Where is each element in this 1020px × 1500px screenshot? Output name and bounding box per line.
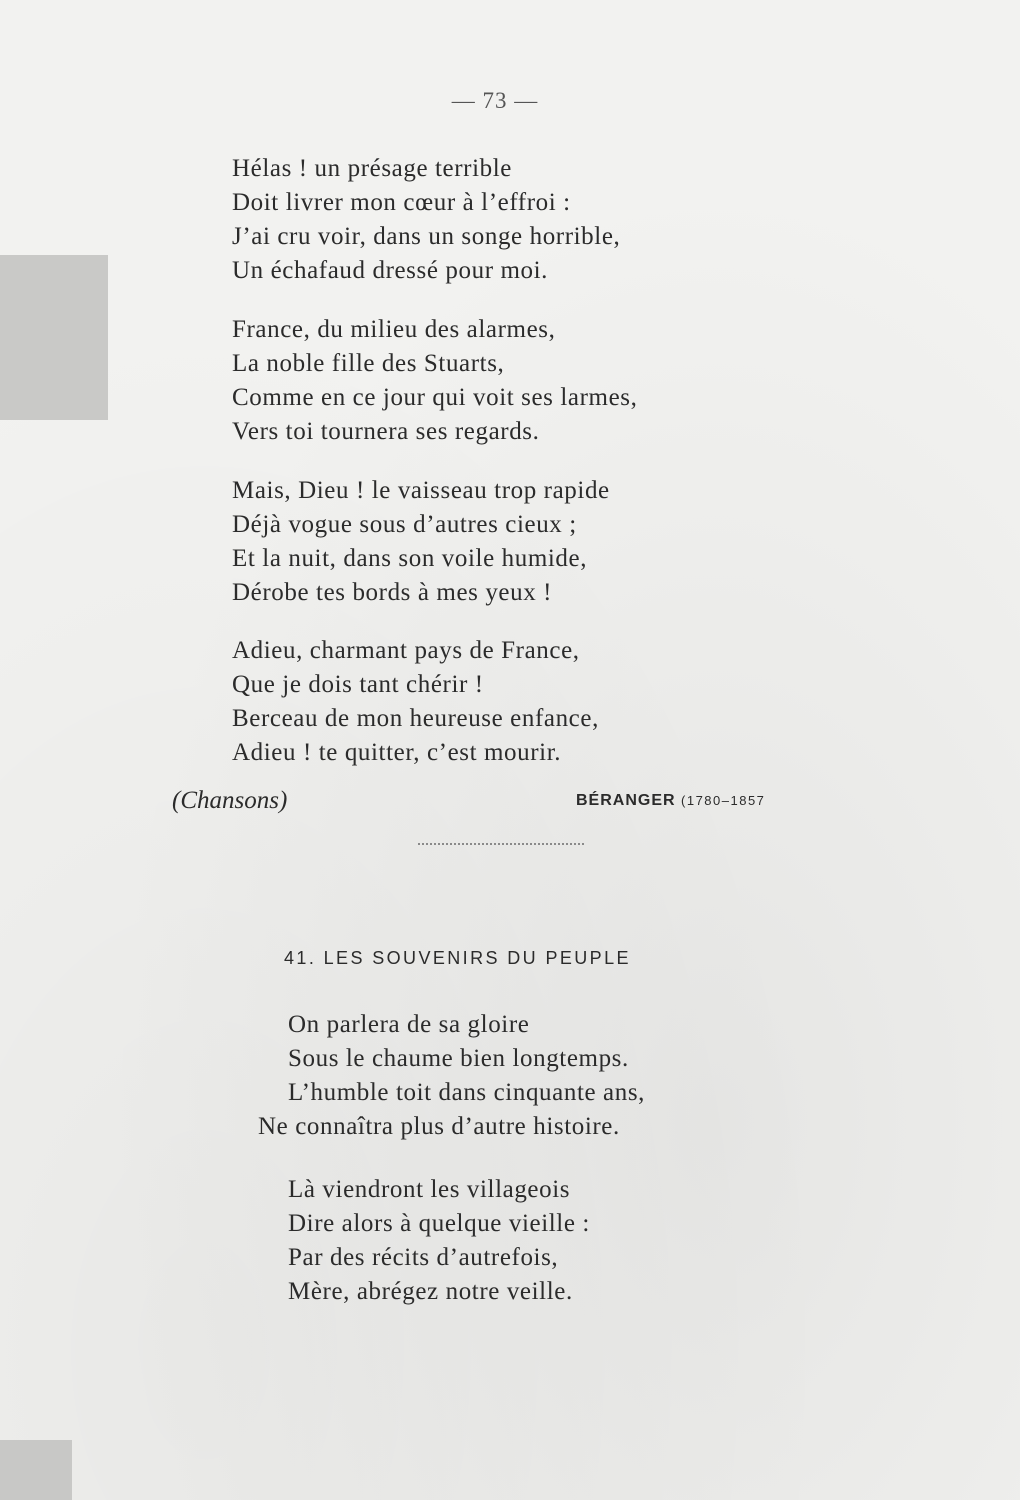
verse-line: J’ai cru voir, dans un songe horrible, [232, 223, 621, 250]
verse-line: Mère, abrégez notre veille. [288, 1278, 573, 1305]
verse-line: Dire alors à quelque vieille : [288, 1210, 590, 1237]
page-number: — 73 — [451, 88, 539, 113]
verse-line: Vers toi tournera ses regards. [232, 418, 540, 445]
poem-1-stanza-2 [232, 313, 637, 449]
verse-line: France, du milieu des alarmes, [232, 316, 556, 343]
verse-line: L’humble toit dans cinquante ans, [288, 1079, 646, 1106]
verse-line: Sous le chaume bien longtemps. [288, 1045, 629, 1072]
source-citation: (Chansons) [172, 787, 288, 814]
poem-2-stanza-2 [288, 1173, 590, 1309]
verse-line: Là viendront les villageois [288, 1176, 571, 1203]
verse-line: Hélas ! un présage terrible [232, 155, 512, 182]
scan-shadow-bottom [0, 1440, 72, 1500]
verse-line: Dérobe tes bords à mes yeux ! [232, 579, 553, 606]
verse-line: Adieu, charmant pays de France, [232, 637, 580, 664]
author-dates: (1780–1857 [681, 793, 766, 808]
verse-line: Mais, Dieu ! le vaisseau trop rapide [232, 477, 610, 504]
verse-line: Par des récits d’autrefois, [288, 1244, 559, 1271]
poem-1-stanza-3 [232, 474, 610, 610]
scan-shadow-left [0, 255, 108, 420]
author-attribution [576, 792, 765, 810]
verse-line: La noble fille des Stuarts, [232, 350, 505, 377]
verse-line: Déjà vogue sous d’autres cieux ; [232, 511, 577, 538]
verse-line: Adieu ! te quitter, c’est mourir. [232, 739, 562, 766]
poem-1-stanza-4 [232, 634, 599, 770]
poem-title: 41. LES SOUVENIRS DU PEUPLE [284, 948, 631, 968]
poem-1-stanza-1 [232, 152, 620, 288]
verse-line: Doit livrer mon cœur à l’effroi : [232, 189, 571, 216]
poem-2-stanza-1 [258, 1008, 645, 1144]
verse-line: Berceau de mon heureuse enfance, [232, 705, 599, 732]
verse-line: Comme en ce jour qui voit ses larmes, [232, 384, 638, 411]
verse-line: On parlera de sa gloire [288, 1011, 530, 1038]
verse-line: Et la nuit, dans son voile humide, [232, 545, 588, 572]
section-divider [418, 843, 584, 845]
verse-line: Ne connaîtra plus d’autre histoire. [258, 1113, 620, 1140]
verse-line: Que je dois tant chérir ! [232, 671, 484, 698]
verse-line: Un échafaud dressé pour moi. [232, 257, 549, 284]
author-name: BÉRANGER [576, 792, 676, 809]
